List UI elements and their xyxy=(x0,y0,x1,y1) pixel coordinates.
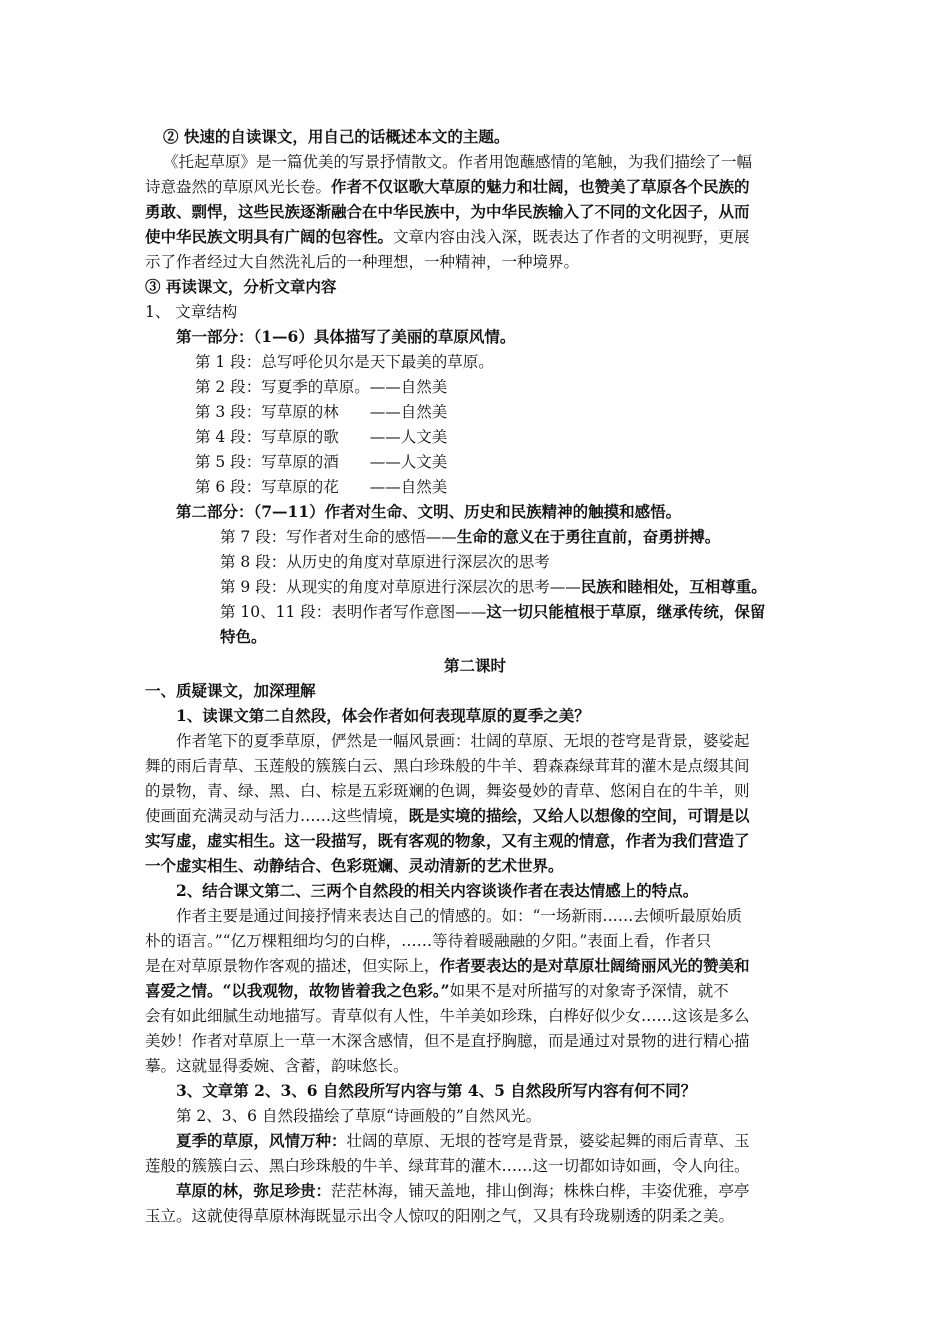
question-3: 3、文章第 2、3、6 自然段所写内容与第 4、5 自然段所写内容有何不同？ xyxy=(176,1081,697,1100)
answer-emphasis: 草原的林，弥足珍贵： xyxy=(176,1181,332,1200)
answer1-line-4 xyxy=(145,804,750,828)
summary-line-2 xyxy=(145,175,750,199)
answer-text: 茫茫林海，铺天盖地，排山倒海；株株白桦，丰姿优雅，亭亭 xyxy=(331,1182,750,1200)
para-emphasis: 生命的意义在于勇往直前，奋勇拼搏。 xyxy=(456,527,721,546)
summary-emphasis: 作者不仅讴歌大草原的魅力和壮阔，也赞美了草原各个民族的 xyxy=(331,177,750,196)
answer2-line-6: 美妙！作者对草原上一草一木深含感情，但不是直抒胸臆，而是通过对景物的进行精心描 xyxy=(145,1032,750,1050)
answer-emphasis: 既是实境的描绘，又给人以想像的空间，可谓是以 xyxy=(408,806,750,825)
part2-para-9 xyxy=(220,575,767,599)
section1-heading: 一、质疑课文，加深理解 xyxy=(145,681,316,700)
question-1: 1、读课文第二自然段，体会作者如何表现草原的夏季之美？ xyxy=(176,706,590,725)
answer2-line-7: 摹。这就显得委婉、含蓄，韵味悠长。 xyxy=(145,1057,409,1075)
question-2: 2、结合课文第二、三两个自然段的相关内容谈谈作者在表达情感上的特点。 xyxy=(176,881,699,900)
answer-text: 壮阔的草原、无垠的苍穹是背景，婆娑起舞的雨后青草、玉 xyxy=(346,1132,750,1150)
para-text: 第 10、11 段：表明作者写作意图—— xyxy=(220,603,487,621)
summary-emphasis: 使中华民族文明具有广阔的包容性。 xyxy=(145,227,394,246)
task3-heading: ③ 再读课文，分析文章内容 xyxy=(145,277,337,296)
para-emphasis: 这一切只能植根于草原，继承传统，保留 xyxy=(486,602,766,621)
answer-emphasis: 作者要表达的是对草原壮阔绮丽风光的赞美和 xyxy=(439,956,750,975)
answer-text: 是在对草原景物作客观的描述，但实际上， xyxy=(145,957,440,975)
part2-para-10-cont: 特色。 xyxy=(220,627,267,646)
part2-para-7 xyxy=(220,525,720,549)
part1-heading: 第一部分：（1—6）具体描写了美丽的草原风情。 xyxy=(176,327,516,346)
answer1-line-6: 一个虚实相生、动静结合、色彩斑斓、灵动清新的艺术世界。 xyxy=(145,856,564,875)
part1-para-3: 第 3 段：写草原的林 ——自然美 xyxy=(195,403,448,421)
para-text: 第 9 段：从现实的角度对草原进行深层次的思考—— xyxy=(220,578,581,596)
part2-para-10 xyxy=(220,600,765,624)
answer-emphasis: 喜爱之情。“以我观物，故物皆着我之色彩。” xyxy=(145,981,450,1000)
answer3-line-3: 莲般的簇簇白云、黑白珍珠般的牛羊、绿茸茸的灌木……这一切都如诗如画，令人向往。 xyxy=(145,1157,750,1175)
answer2-line-5: 会有如此细腻生动地描写。青草似有人性，牛羊美如珍珠，白桦好似少女……这该是多么 xyxy=(145,1007,750,1025)
answer3-line-1: 第 2、3、6 自然段描绘了草原“诗画般的”自然风光。 xyxy=(176,1107,542,1125)
answer2-line-1: 作者主要是通过间接抒情来表达自己的情感的。如：“一场新雨……去倾听最原始质 xyxy=(176,907,742,925)
lesson2-title: 第二课时 xyxy=(443,656,506,675)
para-emphasis: 民族和睦相处，互相尊重。 xyxy=(580,577,767,596)
answer-text: 使画面充满灵动与活力……这些情境， xyxy=(145,807,409,825)
part1-para-2: 第 2 段：写夏季的草原。——自然美 xyxy=(195,378,448,396)
para-text: 第 7 段：写作者对生命的感悟—— xyxy=(220,528,457,546)
answer1-line-3: 的景物，青、绿、黑、白、棕是五彩斑斓的色调，舞姿曼妙的青草、悠闲自在的牛羊，则 xyxy=(145,782,750,800)
answer2-line-4 xyxy=(145,979,729,1003)
answer-emphasis: 夏季的草原，风情万种： xyxy=(176,1131,347,1150)
summary-line-1: 《托起草原》是一篇优美的写景抒情散文。作者用饱蘸感情的笔触，为我们描绘了一幅 xyxy=(163,153,753,171)
answer1-line-1: 作者笔下的夏季草原，俨然是一幅风景画：壮阔的草原、无垠的苍穹是背景，婆娑起 xyxy=(176,732,750,750)
part1-para-6: 第 6 段：写草原的花 ——自然美 xyxy=(195,478,448,496)
part2-para-8: 第 8 段：从历史的角度对草原进行深层次的思考 xyxy=(220,553,550,571)
summary-line-5: 示了作者经过大自然洗礼后的一种理想，一种精神，一种境界。 xyxy=(145,253,580,271)
answer2-line-2: 朴的语言。”“亿万棵粗细均匀的白桦，……等待着暖融融的夕阳。”表面上看，作者只 xyxy=(145,932,712,950)
summary-text: 诗意盎然的草原风光长卷。 xyxy=(145,178,332,196)
summary-text: 文章内容由浅入深，既表达了作者的文明视野，更展 xyxy=(393,228,750,246)
summary-line-3: 勇敢、剽悍，这些民族逐渐融合在中华民族中，为中华民族输入了不同的文化因子，从而 xyxy=(145,202,750,221)
part2-heading: 第二部分：（7—11）作者对生命、文明、历史和民族精神的触摸和感悟。 xyxy=(176,502,682,521)
answer-text: 如果不是对所描写的对象寄予深情，就不 xyxy=(449,982,729,1000)
answer1-line-5: 实写虚，虚实相生。这一段描写，既有客观的物象，又有主观的情意，作者为我们营造了 xyxy=(145,831,750,850)
summary-line-4 xyxy=(145,225,750,249)
task2-heading: ② 快速的自读课文，用自己的话概述本文的主题。 xyxy=(163,127,510,146)
answer2-line-3 xyxy=(145,954,750,978)
part1-para-5: 第 5 段：写草原的酒 ——人文美 xyxy=(195,453,448,471)
answer3-line-2 xyxy=(176,1129,750,1153)
structure-label: 1、 文章结构 xyxy=(145,303,238,321)
answer3-line-5: 玉立。这就使得草原林海既显示出令人惊叹的阳刚之气，又具有玲珑剔透的阴柔之美。 xyxy=(145,1207,735,1225)
part1-para-4: 第 4 段：写草原的歌 ——人文美 xyxy=(195,428,448,446)
answer1-line-2: 舞的雨后青草、玉莲般的簇簇白云、黑白珍珠般的牛羊、碧森森绿茸茸的灌木是点缀其间 xyxy=(145,757,750,775)
part1-para-1: 第 1 段：总写呼伦贝尔是天下最美的草原。 xyxy=(195,353,494,371)
answer3-line-4 xyxy=(176,1179,750,1203)
